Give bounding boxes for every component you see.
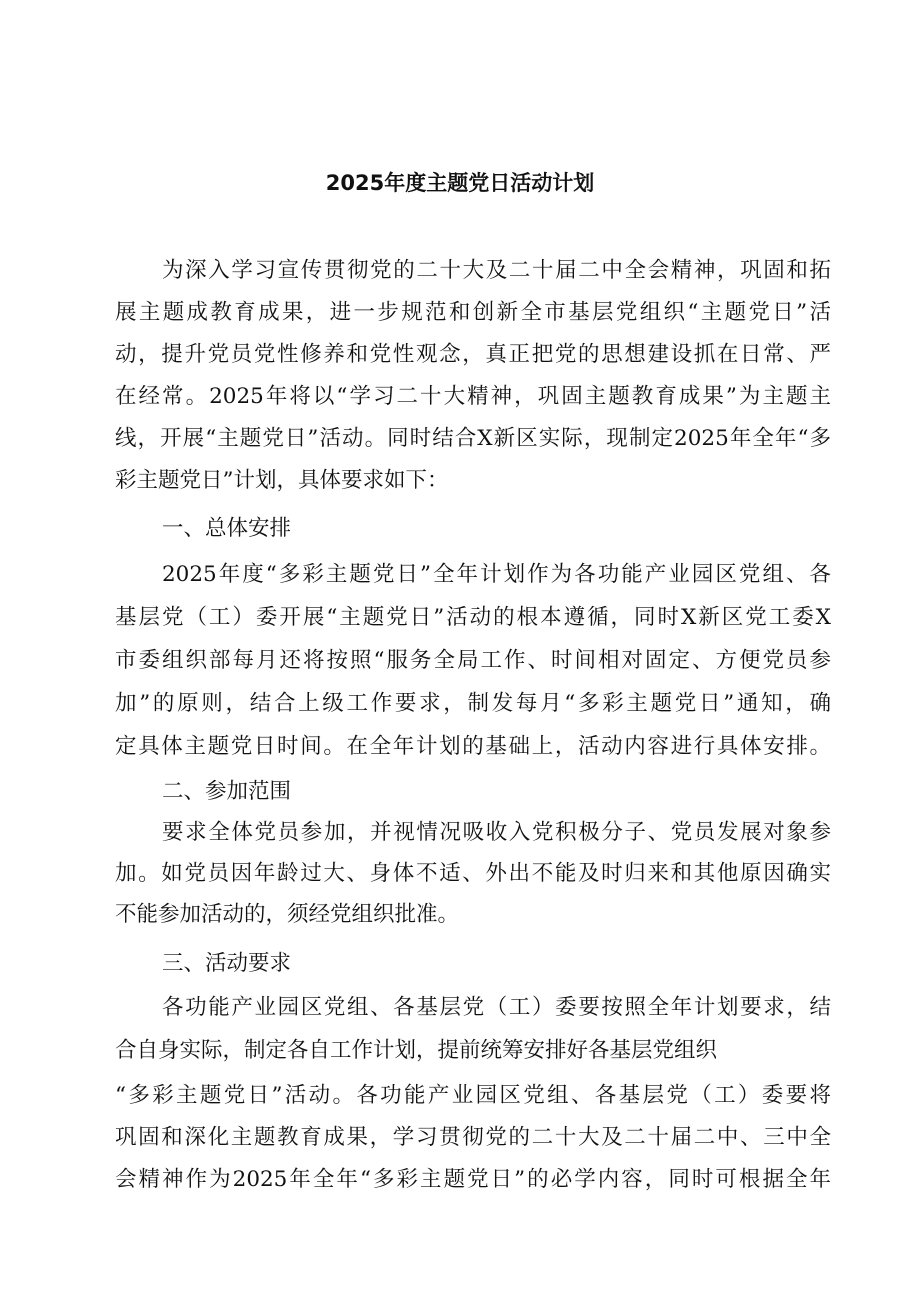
paragraph-line: 彩主题党日”计划，具体要求如下： [115,468,449,493]
paragraph-line: “多彩主题党日”活动。各功能产业园区党组、各基层党（工）委要将 [115,1083,831,1108]
paragraph-line: 线，开展“主题党日”活动。同时结合X新区实际，现制定2025年全年“多 [115,426,831,451]
paragraph-line: 加。如党员因年龄过大、身体不适、外出不能及时归来和其他原因确实 [115,861,831,886]
paragraph-line: 各功能产业园区党组、各基层党（工）委要按照全年计划要求，结 [162,995,831,1020]
section-heading: 三、活动要求 [162,951,292,976]
paragraph-line: 2025年度“多彩主题党日”全年计划作为各功能产业园区党组、各 [162,562,831,587]
paragraph-line: 合自身实际，制定各自工作计划，提前统筹安排好各基层党组织 [115,1038,718,1063]
paragraph-line: 在经常。2025年将以“学习二十大精神，巩固主题教育成果”为主题主 [115,384,831,409]
paragraph-line: 会精神作为2025年全年“多彩主题党日”的必学内容，同时可根据全年 [115,1167,831,1192]
paragraph-line: 加”的原则，结合上级工作要求，制发每月“多彩主题党日”通知，确 [115,691,831,716]
paragraph-line: 基层党（工）委开展“主题党日”活动的根本遵循，同时X新区党工委X [115,605,831,630]
section-heading: 一、总体安排 [162,516,292,541]
paragraph-line: 不能参加活动的，须经党组织批准。 [115,902,460,927]
paragraph-line: 巩固和深化主题教育成果，学习贯彻党的二十大及二十届二中、三中全 [115,1125,831,1150]
section-heading: 二、参加范围 [162,779,292,804]
document-title: 2025年度主题党日活动计划 [325,171,595,195]
paragraph-line: 要求全体党员参加，并视情况吸收入党积极分子、党员发展对象参 [162,820,831,845]
paragraph-line: 展主题成教育成果，进一步规范和创新全市基层党组织“主题党日”活 [115,300,831,325]
paragraph-line: 定具体主题党日时间。在全年计划的基础上，活动内容进行具体安排。 [115,734,831,759]
paragraph-line: 市委组织部每月还将按照“服务全局工作、时间相对固定、方便党员参 [115,648,831,673]
paragraph-line: 动，提升党员党性修养和党性观念，真正把党的思想建设抓在日常、严 [115,342,831,367]
paragraph-line: 为深入学习宣传贯彻党的二十大及二十届二中全会精神，巩固和拓 [162,258,831,283]
